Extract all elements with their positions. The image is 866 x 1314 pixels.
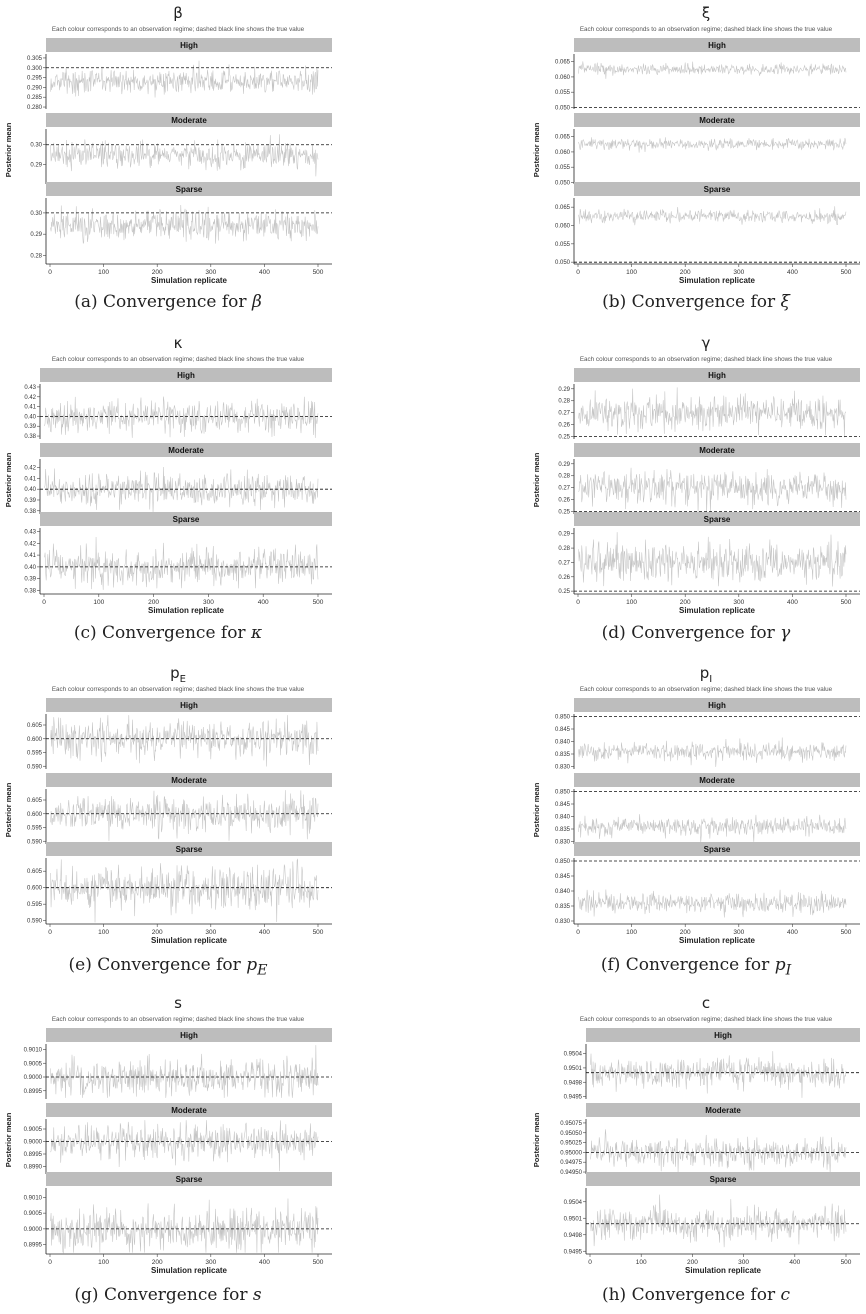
x-tick-label: 100: [98, 269, 110, 276]
y-tick-label: 0.590: [26, 839, 42, 846]
facet-label: Moderate: [168, 446, 204, 455]
x-tick-label: 400: [786, 929, 798, 936]
y-tick-label: 0.41: [24, 553, 36, 560]
y-tick-label: 0.9495: [563, 1094, 582, 1101]
y-tick-label: 0.065: [554, 59, 570, 66]
chart-title: c: [701, 994, 711, 1012]
y-tick-label: 0.28: [30, 253, 42, 260]
y-tick-label: 0.30: [30, 142, 42, 149]
y-tick-label: 0.27: [558, 485, 570, 492]
x-tick-label: 400: [786, 269, 798, 276]
y-tick-label: 0.29: [558, 531, 570, 538]
facet-label: High: [708, 41, 726, 50]
y-tick-label: 0.9000: [23, 1139, 42, 1146]
y-tick-label: 0.600: [26, 736, 42, 743]
facet-label: Sparse: [172, 515, 200, 524]
series-line: [51, 1198, 318, 1252]
facet-label: High: [180, 41, 198, 50]
chart-svg: [528, 0, 864, 285]
y-tick-label: 0.9010: [23, 1195, 42, 1202]
chart-panel: [0, 990, 336, 1275]
x-axis-label: Simulation replicate: [150, 276, 228, 285]
y-tick-label: 0.845: [554, 874, 570, 880]
x-tick-label: 300: [205, 1259, 217, 1266]
x-tick-label: 400: [789, 1259, 801, 1266]
subfigure-caption: (c) Convergence for κ: [73, 623, 263, 643]
x-axis-label: Simulation replicate: [684, 1266, 762, 1275]
x-tick-label: 300: [738, 1259, 750, 1266]
x-tick-label: 400: [258, 929, 270, 936]
y-tick-label: 0.590: [26, 918, 42, 925]
y-tick-label: 0.42: [24, 541, 36, 548]
y-tick-label: 0.9504: [563, 1199, 582, 1206]
facet-label: Sparse: [175, 1175, 203, 1184]
y-axis-label: Posterior mean: [532, 782, 541, 838]
x-tick-label: 300: [205, 929, 217, 936]
y-tick-label: 0.29: [30, 232, 42, 239]
x-tick-label: 300: [202, 599, 214, 606]
y-tick-label: 0.95075: [560, 1120, 582, 1127]
y-tick-label: 0.9005: [23, 1127, 42, 1133]
y-tick-label: 0.850: [554, 714, 570, 721]
chart-svg: [0, 0, 336, 285]
y-tick-label: 0.595: [26, 902, 42, 909]
chart-panel: [528, 330, 864, 615]
x-tick-label: 100: [626, 599, 638, 606]
y-tick-label: 0.94950: [560, 1170, 582, 1177]
y-tick-label: 0.9498: [563, 1232, 582, 1239]
facet-label: Sparse: [703, 515, 731, 524]
facet-label: Moderate: [705, 1106, 741, 1115]
subfigure-caption: (b) Convergence for ξ: [602, 292, 790, 312]
y-tick-label: 0.28: [558, 398, 570, 405]
subfigure-caption: (f) Convergence for $p_I$: [600, 955, 792, 979]
facet-label: Moderate: [171, 776, 207, 785]
y-tick-label: 0.830: [554, 839, 570, 846]
x-tick-label: 0: [48, 1259, 52, 1266]
y-tick-label: 0.26: [558, 422, 570, 429]
y-axis-label: Posterior mean: [532, 1112, 541, 1168]
x-tick-label: 0: [48, 269, 52, 276]
series-line: [51, 1045, 318, 1098]
x-tick-label: 100: [98, 1259, 110, 1266]
x-tick-label: 400: [257, 599, 269, 606]
x-tick-label: 200: [679, 599, 691, 606]
facet-label: Moderate: [171, 116, 207, 125]
y-tick-label: 0.9498: [563, 1080, 582, 1087]
y-tick-label: 0.300: [26, 65, 42, 72]
y-tick-label: 0.27: [558, 560, 570, 567]
series-line: [51, 715, 318, 766]
chart-svg: [528, 660, 864, 945]
y-tick-label: 0.050: [554, 180, 570, 187]
y-tick-label: 0.835: [554, 827, 570, 833]
facet-label: Moderate: [699, 776, 735, 785]
series-line: [579, 137, 846, 152]
facet-label: Sparse: [703, 185, 731, 194]
x-tick-label: 200: [151, 929, 163, 936]
x-tick-label: 200: [686, 1259, 698, 1266]
y-tick-label: 0.29: [558, 461, 570, 468]
y-tick-label: 0.94975: [560, 1160, 582, 1167]
y-tick-label: 0.850: [554, 859, 570, 865]
chart-subtitle: Each colour corresponds to an observation regime; dashed black line shows the true value: [51, 686, 305, 693]
y-tick-label: 0.835: [554, 904, 570, 910]
y-tick-label: 0.840: [554, 889, 570, 895]
y-tick-label: 0.43: [24, 384, 36, 391]
chart-subtitle: Each colour corresponds to an observation regime; dashed black line shows the true value: [51, 356, 305, 363]
y-tick-label: 0.41: [24, 404, 36, 411]
x-tick-label: 200: [679, 929, 691, 936]
x-tick-label: 0: [576, 929, 580, 936]
x-tick-label: 100: [635, 1259, 647, 1266]
y-tick-label: 0.840: [554, 739, 570, 746]
y-tick-label: 0.600: [26, 811, 42, 818]
y-tick-label: 0.8995: [23, 1242, 42, 1249]
chart-svg: [528, 990, 864, 1275]
x-tick-label: 100: [626, 269, 638, 276]
series-line: [51, 205, 318, 244]
x-tick-label: 100: [98, 929, 110, 936]
chart-title: κ: [173, 334, 183, 352]
x-tick-label: 300: [733, 929, 745, 936]
y-tick-label: 0.9010: [23, 1047, 42, 1054]
y-tick-label: 0.295: [26, 75, 42, 82]
x-tick-label: 0: [588, 1259, 592, 1266]
y-axis-label: Posterior mean: [532, 452, 541, 508]
series-line: [51, 61, 318, 98]
y-tick-label: 0.600: [26, 885, 42, 892]
y-tick-label: 0.840: [554, 814, 570, 821]
y-tick-label: 0.9000: [23, 1226, 42, 1233]
chart-subtitle: Each colour corresponds to an observation regime; dashed black line shows the true value: [579, 1016, 833, 1023]
y-tick-label: 0.40: [24, 487, 36, 494]
x-tick-label: 500: [312, 269, 324, 276]
x-tick-label: 300: [733, 599, 745, 606]
y-tick-label: 0.28: [558, 546, 570, 553]
x-tick-label: 200: [151, 269, 163, 276]
series-line: [591, 1195, 846, 1248]
x-tick-label: 500: [840, 1259, 852, 1266]
y-tick-label: 0.95000: [560, 1150, 582, 1157]
x-tick-label: 500: [312, 599, 324, 606]
x-tick-label: 0: [48, 929, 52, 936]
y-tick-label: 0.39: [24, 497, 36, 504]
chart-subtitle: Each colour corresponds to an observation regime; dashed black line shows the true value: [51, 1016, 305, 1023]
y-tick-label: 0.595: [26, 750, 42, 757]
y-axis-label: Posterior mean: [4, 122, 13, 178]
y-tick-label: 0.95050: [560, 1130, 582, 1137]
subfigure-caption: (g) Convergence for s: [74, 1285, 262, 1305]
facet-label: High: [177, 371, 195, 380]
x-tick-label: 0: [576, 599, 580, 606]
y-tick-label: 0.060: [554, 149, 570, 156]
chart-panel: [528, 0, 864, 285]
y-tick-label: 0.27: [558, 410, 570, 417]
facet-label: High: [180, 701, 198, 710]
x-tick-label: 500: [312, 1259, 324, 1266]
y-tick-label: 0.305: [26, 55, 42, 62]
y-tick-label: 0.060: [554, 74, 570, 81]
chart-svg: [0, 990, 336, 1275]
chart-panel: [528, 990, 864, 1275]
x-axis-label: Simulation replicate: [147, 606, 225, 615]
y-tick-label: 0.830: [554, 764, 570, 771]
y-tick-label: 0.065: [554, 134, 570, 141]
facet-label: Sparse: [703, 845, 731, 854]
x-axis-label: Simulation replicate: [678, 606, 756, 615]
y-tick-label: 0.9501: [563, 1216, 582, 1223]
series-line: [591, 1051, 846, 1098]
y-tick-label: 0.26: [558, 497, 570, 504]
facet-label: Moderate: [699, 116, 735, 125]
chart-subtitle: Each colour corresponds to an observation regime; dashed black line shows the true value: [51, 26, 305, 33]
x-tick-label: 500: [840, 269, 852, 276]
x-axis-label: Simulation replicate: [678, 936, 756, 945]
chart-panel: [0, 0, 336, 285]
chart-svg: [0, 660, 336, 945]
y-tick-label: 0.830: [554, 919, 570, 925]
y-tick-label: 0.39: [24, 424, 36, 431]
x-tick-label: 400: [258, 1259, 270, 1266]
y-tick-label: 0.8995: [23, 1152, 42, 1158]
x-tick-label: 200: [679, 269, 691, 276]
y-tick-label: 0.835: [554, 752, 570, 758]
x-tick-label: 500: [840, 929, 852, 936]
y-tick-label: 0.25: [558, 589, 570, 596]
x-axis-label: Simulation replicate: [150, 1266, 228, 1275]
series-line: [51, 859, 318, 922]
subfigure-caption: (a) Convergence for β: [74, 292, 262, 312]
facet-label: High: [180, 1031, 198, 1040]
facet-label: High: [714, 1031, 732, 1040]
chart-title: β: [173, 4, 183, 22]
x-tick-label: 200: [151, 1259, 163, 1266]
facet-label: High: [708, 701, 726, 710]
y-tick-label: 0.9005: [23, 1061, 42, 1068]
chart-title: $p_I$: [699, 664, 713, 685]
chart-subtitle: Each colour corresponds to an observation regime; dashed black line shows the true value: [579, 356, 833, 363]
series-line: [579, 738, 846, 767]
y-tick-label: 0.29: [558, 386, 570, 393]
subfigure-caption: (h) Convergence for c: [601, 1285, 791, 1305]
y-tick-label: 0.055: [554, 165, 570, 172]
series-line: [579, 387, 846, 437]
y-tick-label: 0.595: [26, 825, 42, 832]
x-tick-label: 200: [148, 599, 160, 606]
y-tick-label: 0.25: [558, 509, 570, 516]
facet-label: Moderate: [171, 1106, 207, 1115]
series-line: [579, 468, 846, 513]
x-tick-label: 100: [93, 599, 105, 606]
y-tick-label: 0.065: [554, 205, 570, 212]
y-tick-label: 0.590: [26, 764, 42, 771]
y-tick-label: 0.845: [554, 727, 570, 733]
y-tick-label: 0.8995: [23, 1088, 42, 1095]
facet-label: Sparse: [175, 185, 203, 194]
series-line: [45, 397, 318, 438]
y-tick-label: 0.26: [558, 574, 570, 581]
y-tick-label: 0.8990: [23, 1164, 42, 1171]
y-tick-label: 0.9000: [23, 1075, 42, 1081]
y-tick-label: 0.43: [24, 529, 36, 536]
chart-panel: [0, 660, 336, 945]
y-tick-label: 0.9495: [563, 1249, 582, 1256]
chart-svg: [0, 330, 336, 615]
y-axis-label: Posterior mean: [4, 1112, 13, 1168]
x-tick-label: 100: [626, 929, 638, 936]
y-tick-label: 0.38: [24, 588, 36, 595]
y-axis-label: Posterior mean: [4, 782, 13, 838]
x-tick-label: 400: [786, 599, 798, 606]
chart-title: $p_E$: [170, 664, 186, 685]
x-tick-label: 300: [205, 269, 217, 276]
y-tick-label: 0.38: [24, 434, 36, 441]
facet-label: High: [708, 371, 726, 380]
y-tick-label: 0.29: [30, 162, 42, 169]
series-line: [579, 814, 846, 842]
y-tick-label: 0.285: [26, 95, 42, 102]
y-tick-label: 0.850: [554, 789, 570, 796]
chart-subtitle: Each colour corresponds to an observation regime; dashed black line shows the true value: [579, 686, 833, 693]
facet-label: Sparse: [709, 1175, 737, 1184]
series-line: [579, 206, 846, 225]
series-line: [51, 1120, 318, 1171]
y-tick-label: 0.42: [24, 465, 36, 472]
y-tick-label: 0.050: [554, 105, 570, 112]
y-axis-label: Posterior mean: [4, 452, 13, 508]
y-tick-label: 0.39: [24, 576, 36, 583]
chart-svg: [528, 330, 864, 615]
chart-title: s: [174, 994, 182, 1012]
series-line: [579, 532, 846, 586]
y-tick-label: 0.40: [24, 564, 36, 571]
y-tick-label: 0.38: [24, 508, 36, 515]
y-tick-label: 0.290: [26, 85, 42, 92]
chart-title-subscript: I: [709, 674, 713, 685]
chart-panel: [528, 660, 864, 945]
facet-label: Sparse: [175, 845, 203, 854]
y-tick-label: 0.9005: [23, 1211, 42, 1218]
y-tick-label: 0.30: [30, 210, 42, 217]
chart-title-subscript: E: [179, 674, 186, 685]
y-tick-label: 0.845: [554, 802, 570, 808]
x-tick-label: 0: [576, 269, 580, 276]
facet-label: Moderate: [699, 446, 735, 455]
x-axis-label: Simulation replicate: [678, 276, 756, 285]
x-tick-label: 0: [42, 599, 46, 606]
y-tick-label: 0.605: [26, 798, 42, 804]
subfigure-caption: (e) Convergence for $p_E$: [68, 955, 268, 979]
series-line: [579, 61, 846, 79]
subfigure-caption: (d) Convergence for γ: [601, 623, 791, 643]
x-axis-label: Simulation replicate: [150, 936, 228, 945]
x-tick-label: 400: [258, 269, 270, 276]
chart-title: γ: [701, 334, 711, 352]
y-tick-label: 0.42: [24, 394, 36, 401]
series-line: [51, 134, 318, 176]
y-tick-label: 0.050: [554, 260, 570, 267]
chart-title: ξ: [701, 4, 711, 22]
x-tick-label: 500: [312, 929, 324, 936]
series-line: [45, 467, 318, 513]
y-tick-label: 0.41: [24, 476, 36, 483]
chart-panel: [0, 330, 336, 615]
y-tick-label: 0.605: [26, 723, 42, 729]
y-tick-label: 0.060: [554, 223, 570, 230]
y-tick-label: 0.95025: [560, 1140, 582, 1147]
y-tick-label: 0.9501: [563, 1065, 582, 1072]
y-tick-label: 0.9504: [563, 1051, 582, 1058]
series-line: [51, 790, 318, 841]
y-tick-label: 0.25: [558, 434, 570, 441]
chart-subtitle: Each colour corresponds to an observation regime; dashed black line shows the true value: [579, 26, 833, 33]
y-tick-label: 0.055: [554, 241, 570, 248]
y-axis-label: Posterior mean: [532, 122, 541, 178]
x-tick-label: 500: [840, 599, 852, 606]
y-tick-label: 0.605: [26, 869, 42, 876]
y-tick-label: 0.40: [24, 414, 36, 421]
series-line: [591, 1129, 846, 1173]
y-tick-label: 0.055: [554, 90, 570, 97]
series-line: [579, 889, 846, 917]
series-line: [45, 537, 318, 590]
y-tick-label: 0.28: [558, 473, 570, 480]
x-tick-label: 300: [733, 269, 745, 276]
y-tick-label: 0.280: [26, 105, 42, 112]
